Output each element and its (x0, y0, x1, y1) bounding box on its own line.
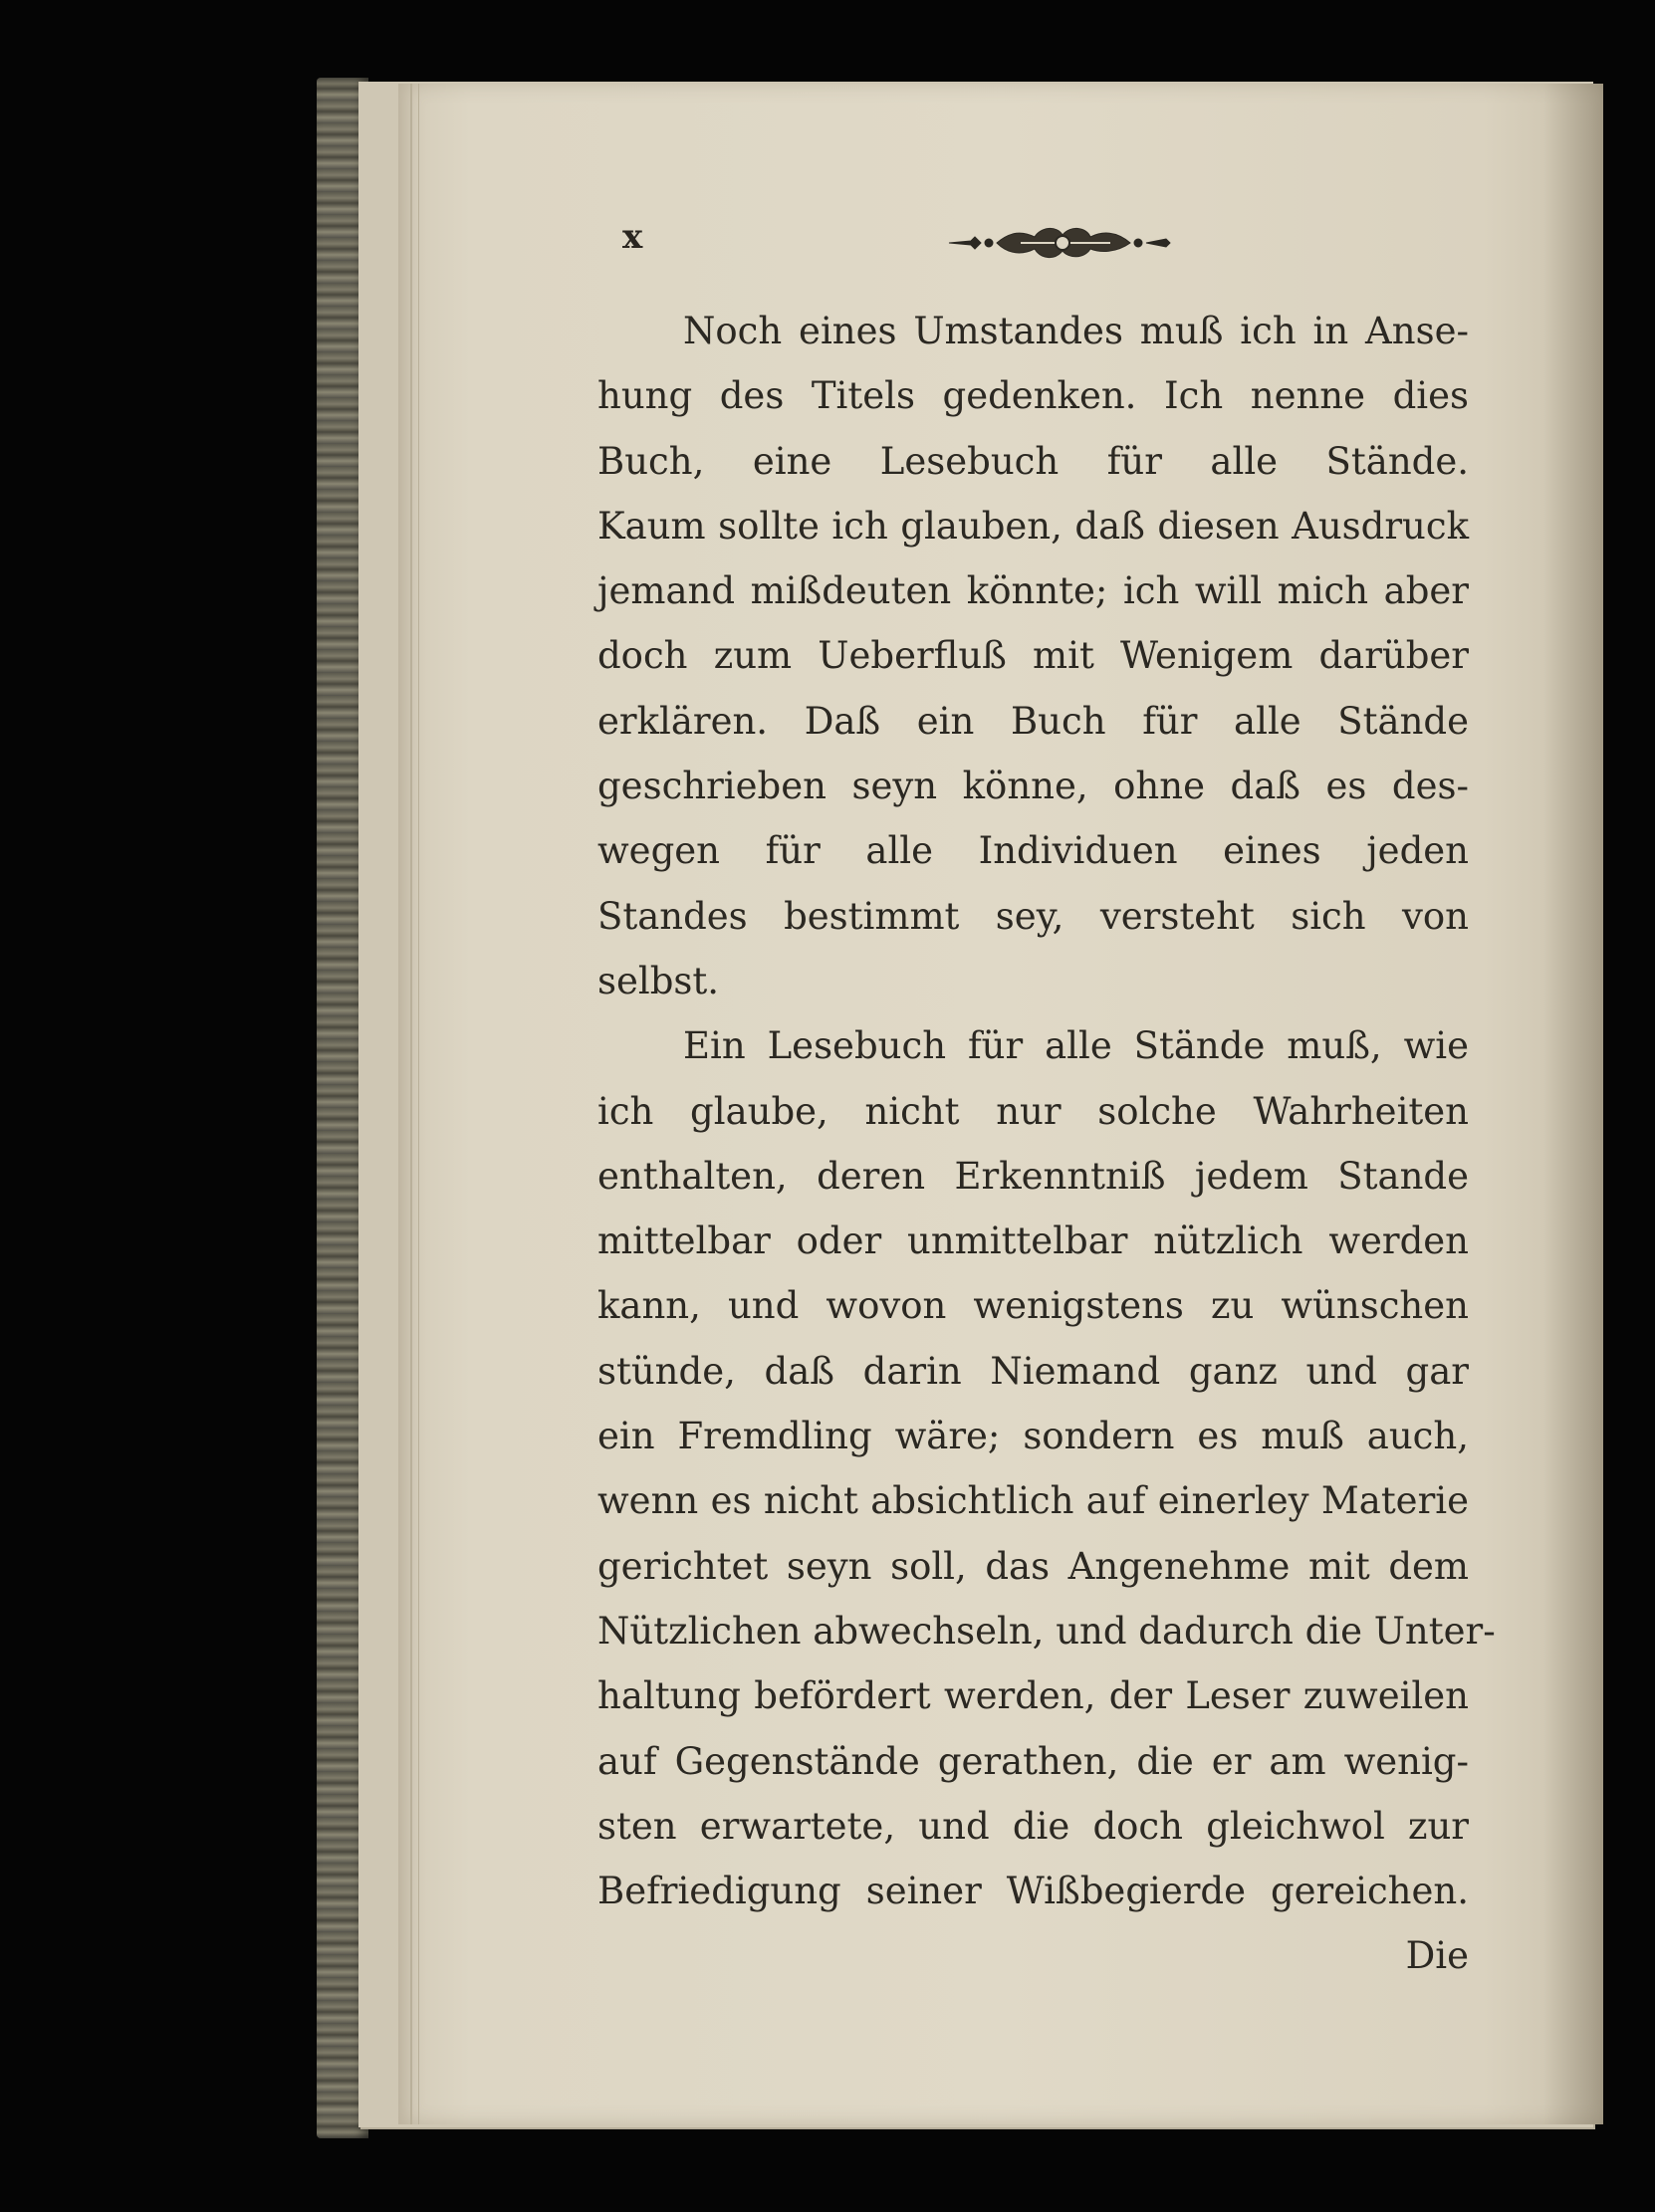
running-head (622, 217, 1200, 267)
page-border-rule (410, 84, 412, 2124)
page-gutter-shadow (1543, 84, 1603, 2124)
text-line: gerichtet seyn soll, das Angenehme mit dem (597, 1544, 1469, 1588)
text-line: selbst. (597, 959, 720, 1002)
text-line: hung des Titels gedenken. Ich nenne dies (597, 374, 1469, 418)
catchword: Die (1405, 1934, 1469, 1978)
text-line: Nützlichen abwechseln, und dadurch die Unter- (597, 1609, 1496, 1653)
text-line: Noch eines Umstandes muß ich in Anse- (683, 310, 1469, 352)
ornament-icon (941, 217, 1175, 267)
text-line: mittelbar oder unmittelbar nützlich werden (597, 1219, 1469, 1263)
text-line: ein Fremdling wäre; sondern es muß auch, (597, 1415, 1469, 1458)
text-line: geschrieben seyn könne, ohne daß es des- (597, 765, 1469, 808)
paragraph-2 (597, 1013, 1496, 1923)
text-line: jemand mißdeuten könnte; ich will mich aber (597, 569, 1469, 613)
text-line: auf Gegenstände gerathen, die er am wenig- (597, 1739, 1469, 1783)
text-line: ich glaube, nicht nur solche Wahrheiten (597, 1089, 1469, 1133)
text-line: Buch, eine Lesebuch für alle Stände. (597, 439, 1469, 483)
text-line: haltung befördert werden, der Leser zuweilen (597, 1674, 1469, 1718)
text-line: enthalten, deren Erkenntniß jedem Stande (597, 1154, 1469, 1198)
page-text (597, 299, 1496, 1989)
text-line: wegen für alle Individuen eines jeden (597, 829, 1469, 873)
text-line: wenn es nicht absichtlich auf einerley Materie (597, 1479, 1469, 1523)
text-line: Ein Lesebuch für alle Stände muß, wie (683, 1024, 1469, 1068)
paragraph-1 (597, 299, 1469, 1013)
text-line: stünde, daß darin Niemand ganz und gar (597, 1349, 1469, 1393)
text-line: Standes bestimmt sey, versteht sich von (597, 894, 1469, 938)
text-line: Befriedigung seiner Wißbegierde gereichen. (597, 1870, 1469, 1913)
text-line: Kaum sollte ich glauben, daß diesen Ausdruck (597, 504, 1469, 548)
text-line: sten erwartete, und die doch gleichwol zur (597, 1804, 1469, 1848)
text-line: erklären. Daß ein Buch für alle Stände (597, 699, 1469, 743)
text-line: kann, und wovon wenigstens zu wünschen (597, 1284, 1469, 1328)
text-line: doch zum Ueberfluß mit Wenigem darüber (597, 634, 1469, 678)
page-border-rule (418, 84, 419, 2124)
page-number: x (622, 217, 643, 257)
